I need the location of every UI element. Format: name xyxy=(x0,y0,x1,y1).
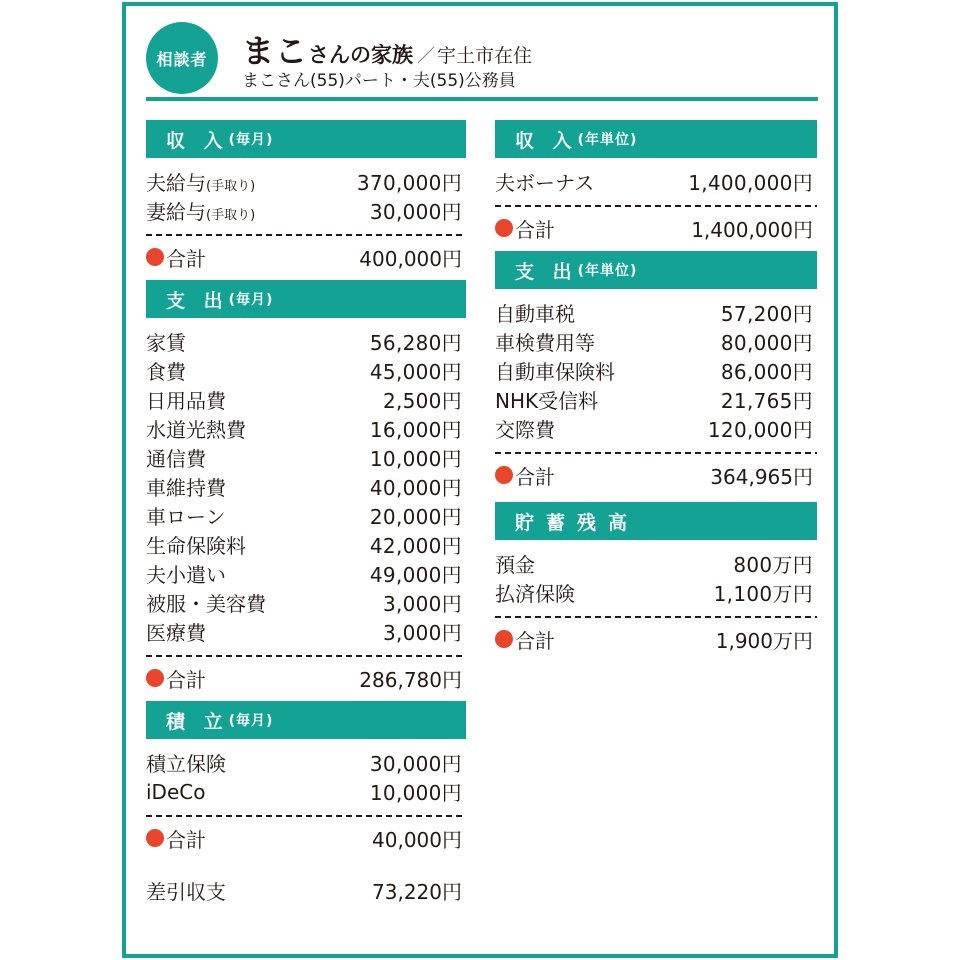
list-item: 交際費 120,000円 xyxy=(495,418,813,442)
list-item: 積立保険 30,000円 xyxy=(146,752,462,776)
consultant-header xyxy=(146,20,818,102)
dashed-divider xyxy=(146,815,466,817)
yearly-column xyxy=(495,120,817,654)
expense-yearly-list xyxy=(495,289,817,490)
list-item: 夫小遣い 49,000円 xyxy=(146,563,462,587)
total-row: 合計 286,780円 xyxy=(146,663,466,693)
savings-balance-list xyxy=(495,540,817,654)
bullet-dot-icon xyxy=(495,219,513,237)
list-item: iDeCo 10,000円 xyxy=(146,779,462,805)
dashed-divider xyxy=(146,655,466,657)
list-item: 車ローン 20,000円 xyxy=(146,505,462,529)
section-header-savings-monthly: 積 立 (毎月) xyxy=(146,701,466,739)
list-item: 自動車保険料 86,000円 xyxy=(495,360,813,384)
list-item: 車検費用等 80,000円 xyxy=(495,331,813,355)
total-row: 合計 400,000円 xyxy=(146,242,466,272)
dashed-divider xyxy=(495,616,817,618)
list-item: 被服・美容費 3,000円 xyxy=(146,592,462,616)
list-item: 払済保険 1,100万円 xyxy=(495,582,813,606)
residence: 宇土市在住 xyxy=(437,45,533,67)
list-item: 家賃 56,280円 xyxy=(146,331,462,355)
total-row: 合計 1,400,000円 xyxy=(495,213,817,243)
list-item: 自動車税 57,200円 xyxy=(495,302,813,326)
bullet-dot-icon xyxy=(146,669,164,687)
list-item: 日用品費 2,500円 xyxy=(146,389,462,413)
list-item: 夫ボーナス 1,400,000円 xyxy=(495,171,813,195)
section-header-income-yearly: 収 入 (年単位) xyxy=(495,120,817,158)
list-item: 車維持費 40,000円 xyxy=(146,476,462,500)
bullet-dot-icon xyxy=(495,466,513,484)
list-item: 医療費 3,000円 xyxy=(146,621,462,645)
list-item: NHK受信料 21,765円 xyxy=(495,389,813,413)
savings-monthly-list xyxy=(146,739,466,905)
monthly-column xyxy=(146,120,466,905)
bullet-dot-icon xyxy=(146,248,164,266)
family-members: まこさん(55)パート・夫(55)公務員 xyxy=(242,71,516,91)
list-item: 食費 45,000円 xyxy=(146,360,462,384)
family-name: まこ xyxy=(242,32,309,70)
expense-monthly-list xyxy=(146,318,466,693)
title-separator: ／ xyxy=(417,46,436,67)
list-item: 妻給与(手取り) 30,000円 xyxy=(146,200,462,224)
list-item: 水道光熱費 16,000円 xyxy=(146,418,462,442)
dashed-divider xyxy=(495,452,817,454)
list-item: 夫給与(手取り) 370,000円 xyxy=(146,171,462,195)
total-row: 合計 364,965円 xyxy=(495,460,817,490)
total-row: 合計 1,900万円 xyxy=(495,624,817,654)
section-header-savings-balance: 貯蓄残高 xyxy=(495,502,817,540)
header-rule xyxy=(146,97,818,101)
consultant-badge: 相談者 xyxy=(146,22,218,94)
family-suffix: さんの家族 xyxy=(308,43,414,67)
list-item: 通信費 10,000円 xyxy=(146,447,462,471)
dashed-divider xyxy=(495,205,817,207)
section-header-expense-yearly: 支 出 (年単位) xyxy=(495,251,817,289)
list-item: 生命保険料 42,000円 xyxy=(146,534,462,558)
section-header-expense-monthly: 支 出 (毎月) xyxy=(146,280,466,318)
total-row: 合計 40,000円 xyxy=(146,823,466,853)
section-header-income-monthly: 収 入 (毎月) xyxy=(146,120,466,158)
bullet-dot-icon xyxy=(495,630,513,648)
income-yearly-list xyxy=(495,158,817,243)
dashed-divider xyxy=(146,234,466,236)
income-monthly-list xyxy=(146,158,466,272)
list-item: 預金 800万円 xyxy=(495,553,813,577)
net-balance-row: 差引収支 73,220円 xyxy=(146,879,462,904)
bullet-dot-icon xyxy=(146,829,164,847)
